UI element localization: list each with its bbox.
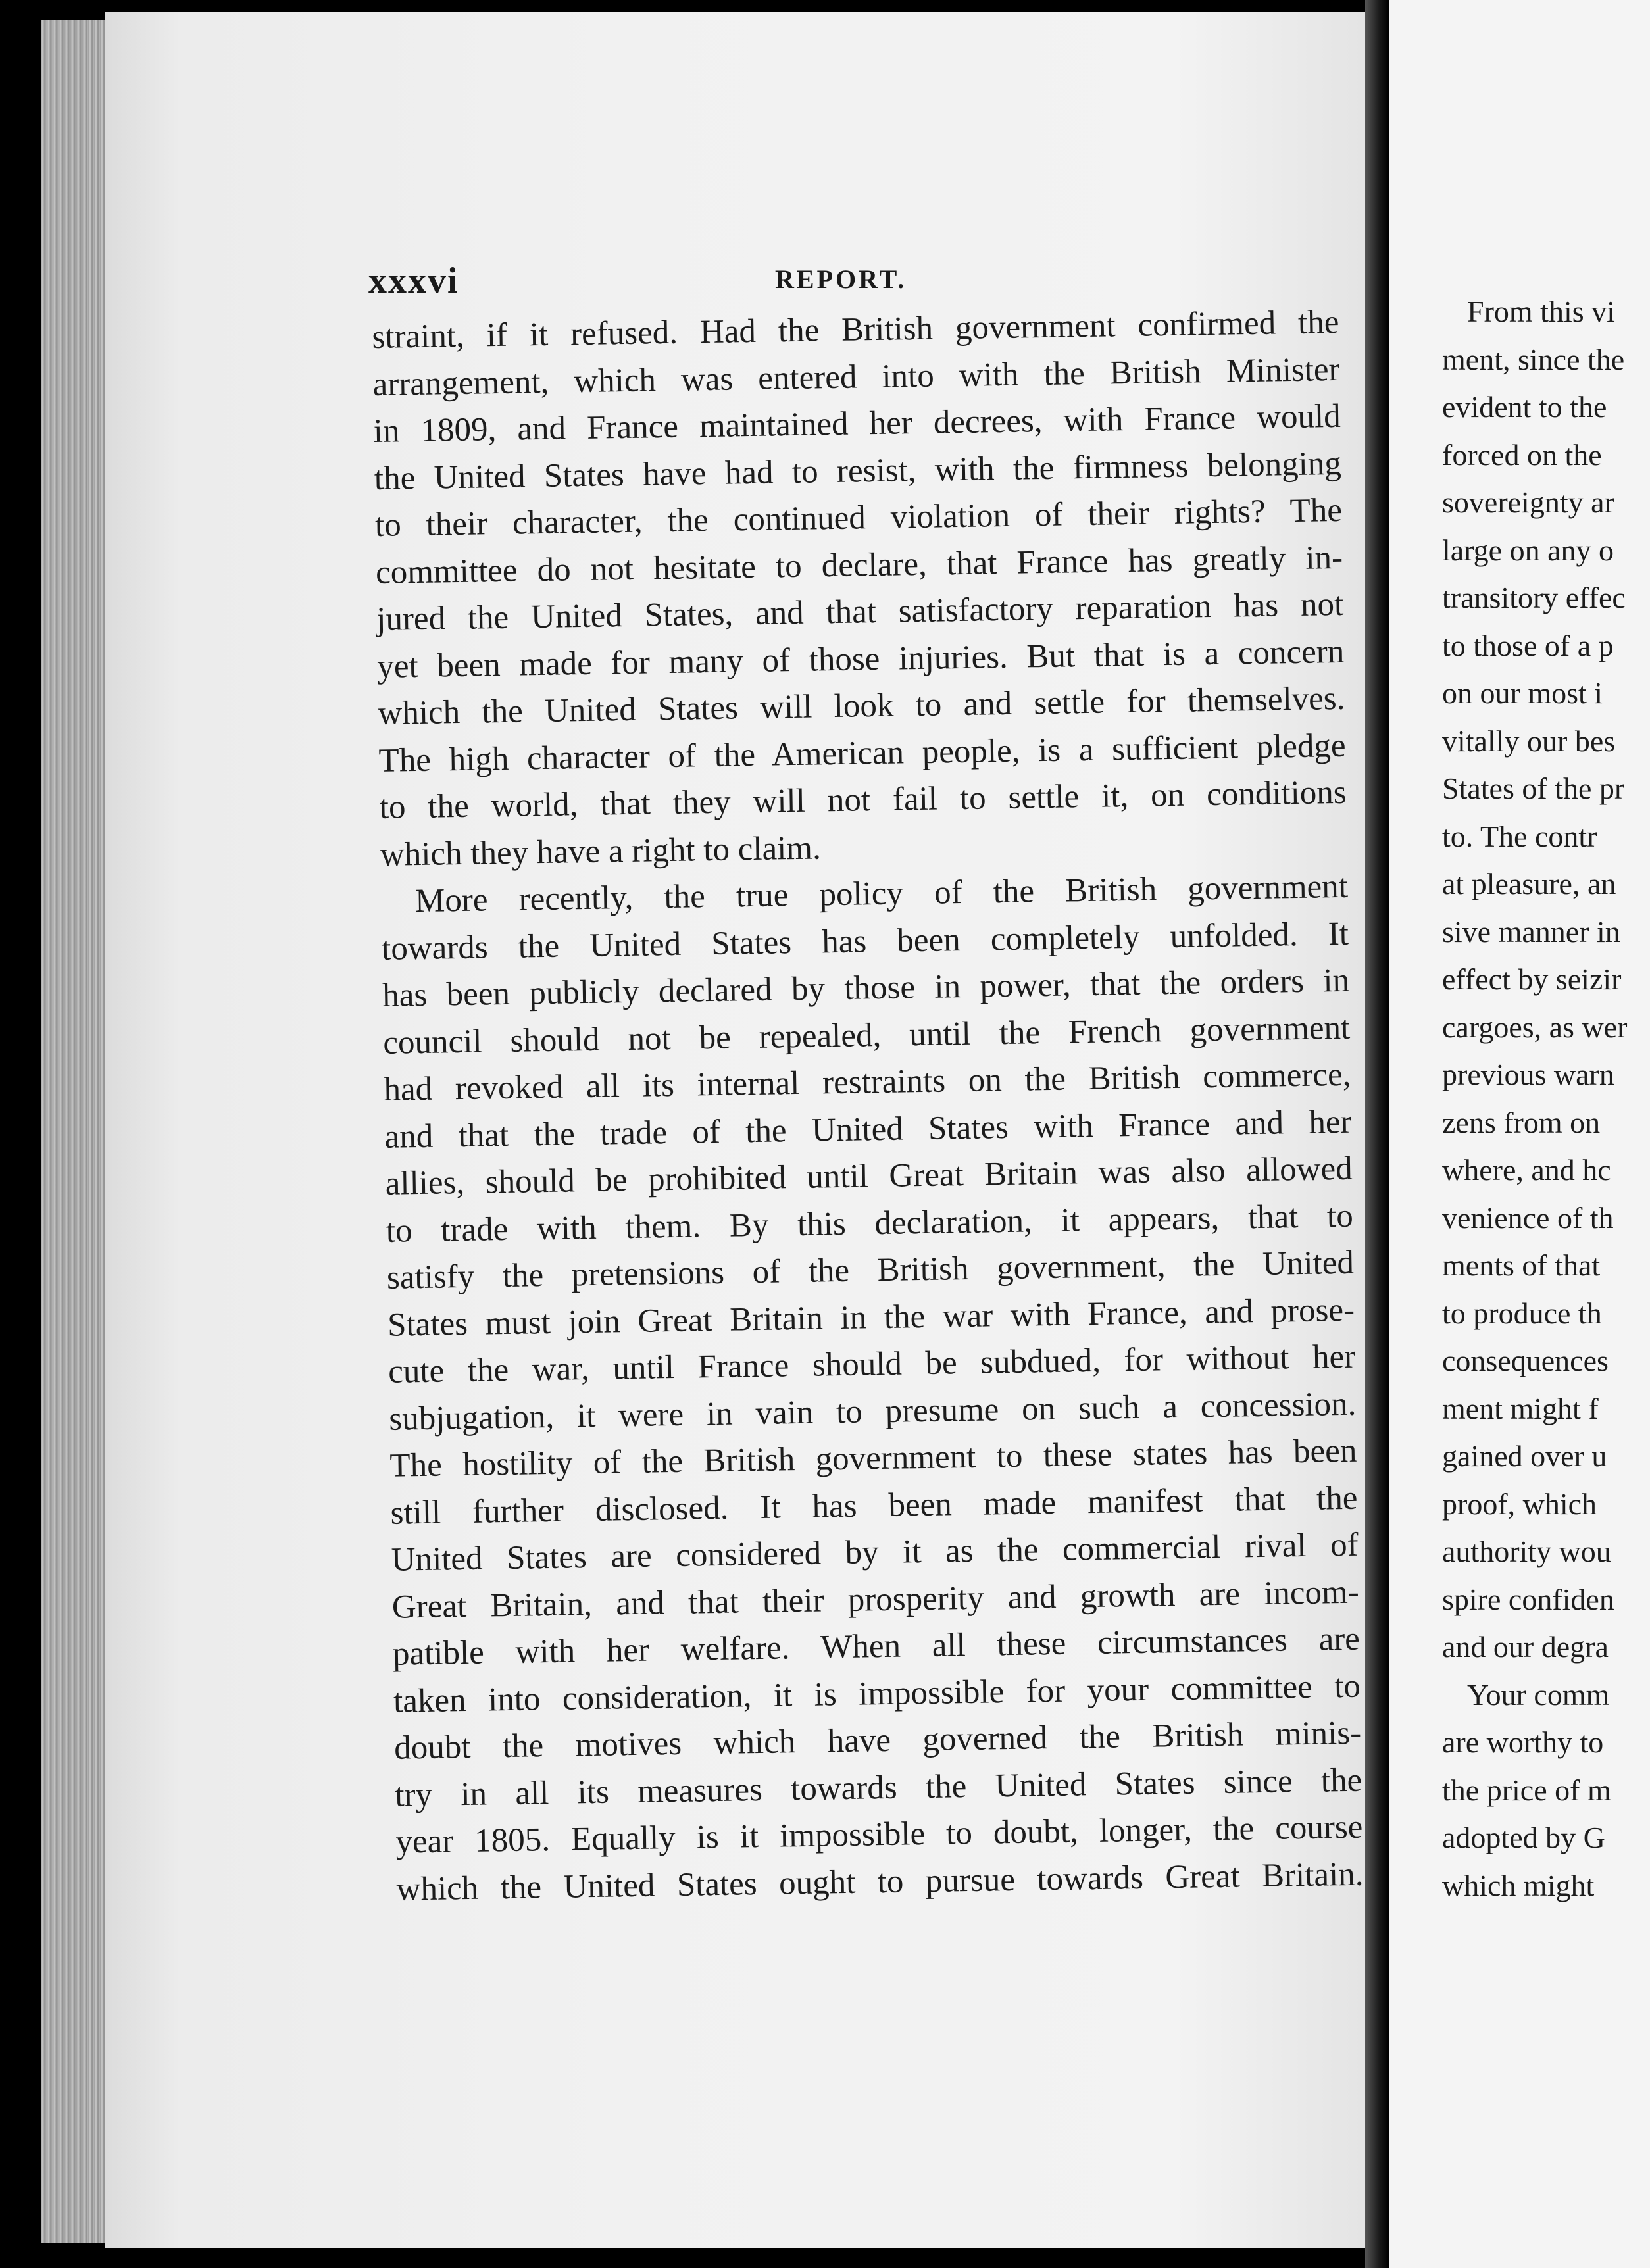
page-number: xxxvi — [368, 260, 459, 301]
text-line: gained over u — [1442, 1439, 1607, 1473]
text-line: to. The contr — [1442, 819, 1597, 853]
text-line: Your comm — [1467, 1677, 1610, 1712]
running-head: REPORT. — [775, 264, 907, 294]
text-line: sovereignty ar — [1442, 485, 1614, 519]
text-line: in 1809, and France maintained her decrees, with France would — [373, 397, 1341, 450]
text-line: spire confiden — [1442, 1582, 1614, 1616]
text-line: which they have a right to claim. — [380, 829, 822, 874]
text-line: has been publicly declared by those in power, that the orders in — [382, 962, 1350, 1014]
text-line: vitally our bes — [1442, 724, 1616, 758]
text-line: try in all its measures towards the United States since the — [394, 1762, 1362, 1814]
text-line: and that the trade of the United States with France and her — [384, 1103, 1352, 1156]
text-line: cargoes, as wer — [1442, 1010, 1628, 1044]
text-line: the United States have had to resist, with the firmness belonging — [374, 445, 1342, 497]
book-gutter-shadow — [1365, 0, 1389, 2268]
text-line: at pleasure, an — [1442, 867, 1616, 900]
text-line: committee do not hesitate to declare, that France has greatly in- — [375, 539, 1343, 591]
text-line: consequences — [1442, 1344, 1609, 1377]
text-line: sive manner in — [1442, 914, 1620, 949]
text-line: still further disclosed. It has been made manifest that the — [390, 1479, 1358, 1532]
text-line: subjugation, it were in vain to presume on such a concession. — [388, 1385, 1357, 1438]
text-line: zens from on — [1442, 1105, 1601, 1139]
text-line: the price of m — [1442, 1773, 1611, 1807]
text-line: patible with her welfare. When all these circumstances are — [392, 1620, 1361, 1673]
text-line: The hostility of the British government to these states has been — [389, 1432, 1357, 1485]
text-line: United States are considered by it as the commercial rival of — [391, 1526, 1359, 1579]
text-line: doubt the motives which have governed the British minis- — [393, 1714, 1362, 1767]
text-line: to those of a p — [1442, 628, 1614, 662]
text-line: Great Britain, and that their prosperity and growth are incom- — [391, 1573, 1360, 1626]
text-line: allies, should be prohibited until Great Britain was also allowed — [385, 1150, 1353, 1202]
text-line: evident to the — [1442, 390, 1607, 424]
text-line: year 1805. Equally is it impossible to doubt, longer, the course — [395, 1808, 1363, 1861]
text-line: satisfy the pretensions of the British government, the United — [386, 1244, 1355, 1296]
text-line: ments of that — [1442, 1248, 1601, 1282]
text-line: council should not be repealed, until the French government — [382, 1009, 1351, 1062]
text-line: ment, since the — [1442, 342, 1625, 376]
text-line: and our degra — [1442, 1630, 1609, 1664]
text-line: The high character of the American people, is a sufficient pledge — [378, 727, 1346, 779]
text-line: where, and hc — [1442, 1153, 1611, 1187]
text-line: cute the war, until France should be subdued, for without her — [388, 1338, 1356, 1391]
text-line: authority wou — [1442, 1535, 1611, 1568]
text-line: yet been made for many of those injuries. But that is a concern — [376, 633, 1345, 685]
text-line: taken into consideration, it is impossible for your committee to — [393, 1667, 1361, 1720]
book-page-edge — [41, 20, 107, 2243]
text-line: on our most i — [1442, 676, 1603, 710]
text-line: adopted by G — [1442, 1821, 1605, 1854]
text-line: jured the United States, and that satisfactory reparation has not — [376, 585, 1344, 638]
text-line: arrangement, which was entered into with the British Minister — [372, 351, 1340, 403]
text-line: From this vi — [1467, 295, 1615, 328]
page-header — [368, 260, 1382, 306]
text-line: had revoked all its internal restraints on the British commerce, — [384, 1056, 1351, 1108]
text-line: transitory effec — [1442, 581, 1626, 614]
text-line: towards the United States has been completely unfolded. It — [381, 915, 1349, 968]
text-line: States of the pr — [1442, 772, 1625, 805]
text-line: which the United States ought to pursue towards Great Britain. — [396, 1856, 1364, 1908]
text-line: proof, which — [1442, 1487, 1597, 1521]
text-line: to their character, the continued violation of their rights? The — [374, 491, 1343, 544]
text-line: which the United States will look to and settle for themselves. — [378, 679, 1345, 732]
text-line: More recently, the true policy of the British government — [414, 868, 1349, 920]
text-line: which might — [1442, 1868, 1595, 1902]
text-line: to produce th — [1442, 1296, 1602, 1330]
text-line: ment might f — [1442, 1391, 1599, 1425]
text-line: forced on the — [1442, 437, 1602, 472]
text-line: to the world, that they will not fail to settle it, on conditions — [379, 774, 1347, 826]
right-page-body — [1442, 288, 1650, 1910]
text-line: are worthy to — [1442, 1725, 1604, 1759]
text-line: to trade with them. By this declaration, it appears, that to — [386, 1197, 1354, 1250]
text-line: venience of th — [1442, 1200, 1614, 1235]
text-line: large on any o — [1442, 533, 1614, 567]
text-line: effect by seizir — [1442, 962, 1622, 996]
left-page-body — [372, 299, 1364, 1913]
text-line: States must join Great Britain in the war with France, and prose- — [387, 1291, 1355, 1344]
text-line: straint, if it refused. Had the British government confirmed the — [372, 303, 1339, 356]
text-line: previous warn — [1442, 1058, 1614, 1091]
